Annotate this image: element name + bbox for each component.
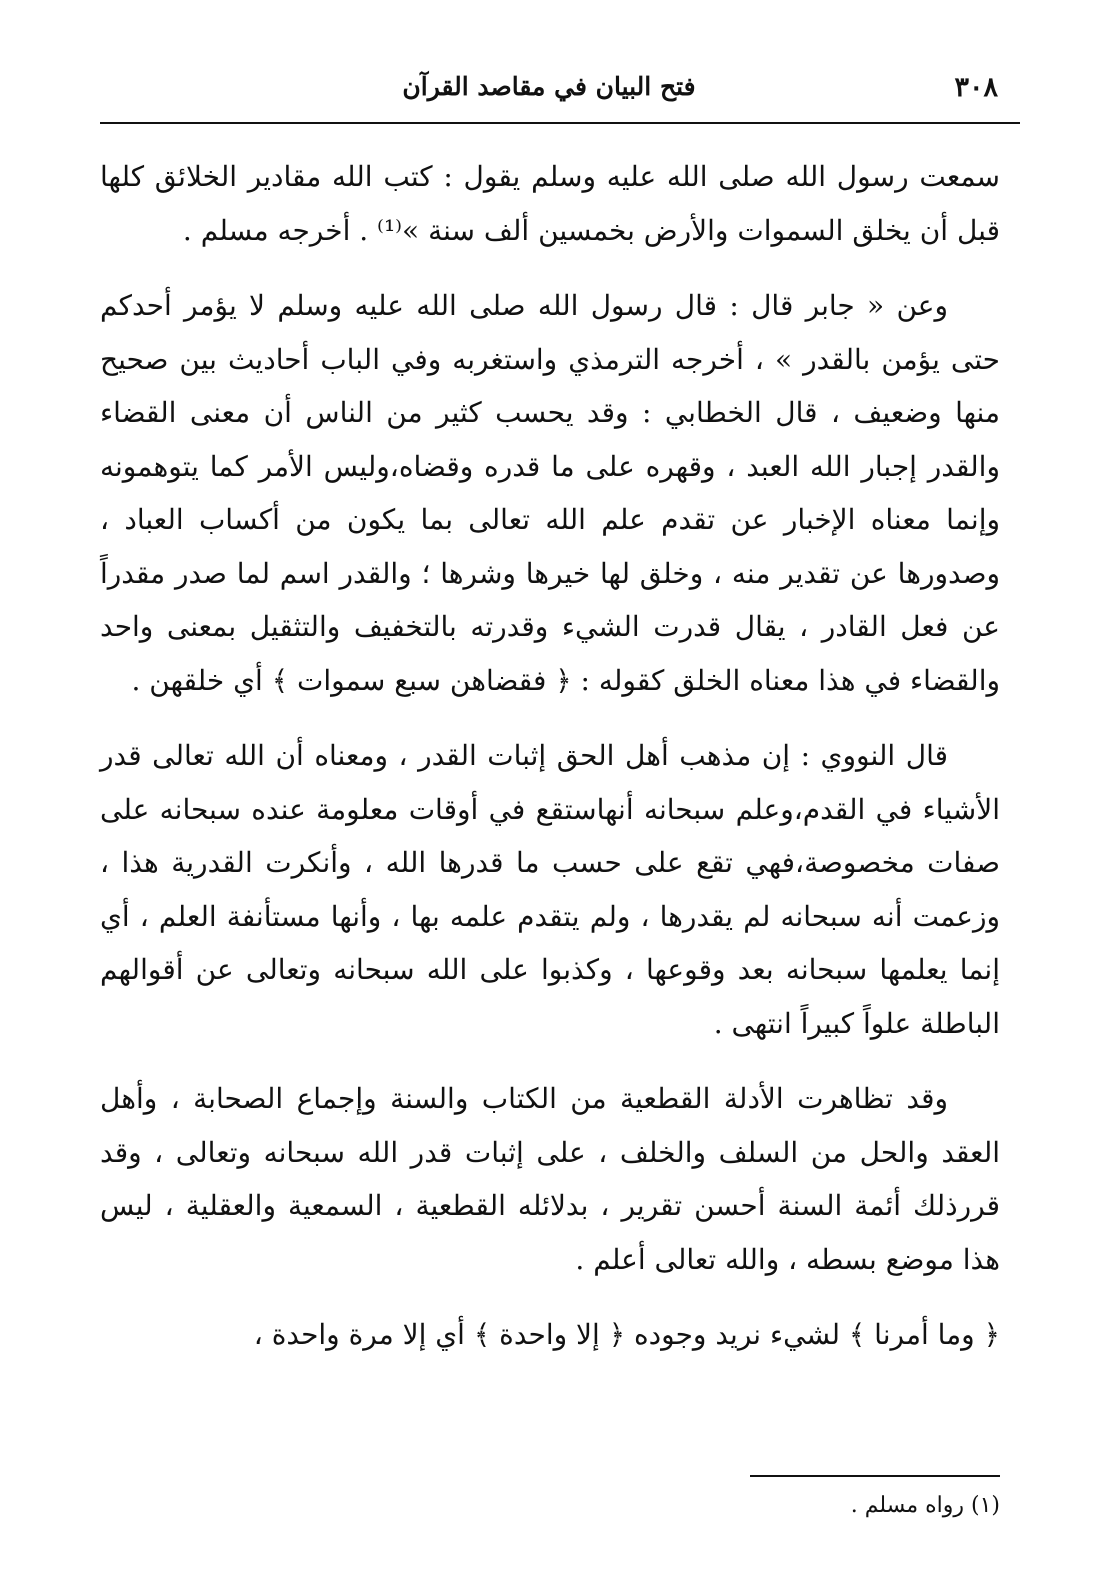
page-number: ٣٠٨ [954,72,998,103]
running-title: فتح البيان في مقاصد القرآن [402,72,696,101]
main-text [100,150,1000,1362]
paragraph-5: ﴿ وما أمرنا ﴾ لشيء نريد وجوده ﴿ إلا واحدة ﴾ أي إلا مرة واحدة ، [253,1318,1000,1351]
page-header [100,68,998,114]
paragraph-2: وعن « جابر قال : قال رسول الله صلى الله عليه وسلم لا يؤمر أحدكم حتى يؤمن بالقدر » ، أخرجه الترمذي واستغربه وفي الباب أحاديث بين صحيح منها وضعيف ، قال الخطابي : وقد يحسب كثير من الناس أن معنى القضاء والقدر إجبار الله العبد ، وقهره على ما قدره وقضاه،وليس الأمر كما يتوهمونه وإنما معناه الإخبار عن تقدم علم الله تعالى بما يكون من أكساب العباد ، وصدورها عن تقدير منه ، وخلق لها خيرها وشرها ؛ والقدر اسم لما صدر مقدراً عن فعل القادر ، يقال قدرت الشيء وقدرته بالتخفيف والتثقيل بمعنى واحد والقضاء في هذا معناه الخلق كقوله : ﴿ فقضاهن سبع سموات ﴾ أي خلقهن . [100,289,1000,697]
paragraph-4: وقد تظاهرت الأدلة القطعية من الكتاب والسنة وإجماع الصحابة ، وأهل العقد والحل من السلف والخلف ، على إثبات قدر الله سبحانه وتعالى ، وقد قررذلك أئمة السنة أحسن تقرير ، بدلائله القطعية ، السمعية والعقلية ، ليس هذا موضع بسطه ، والله تعالى أعلم . [100,1082,1000,1276]
paragraph-1: سمعت رسول الله صلى الله عليه وسلم يقول : كتب الله مقادير الخلائق كلها قبل أن يخلق السموات والأرض بخمسين ألف سنة »⁽¹⁾ . أخرجه مسلم . [100,160,1000,247]
footnote-1: (١) رواه مسلم . [850,1493,1000,1518]
header-divider [100,122,1020,124]
footnote-divider [750,1475,1000,1477]
paragraph-3: قال النووي : إن مذهب أهل الحق إثبات القدر ، ومعناه أن الله تعالى قدر الأشياء في القدم،وعلم سبحانه أنهاستقع في أوقات معلومة عنده سبحانه على صفات مخصوصة،فهي تقع على حسب ما قدرها الله ، وأنكرت القدرية هذا ، وزعمت أنه سبحانه لم يقدرها ، ولم يتقدم علمه بها ، وأنها مستأنفة العلم ، أي إنما يعلمها سبحانه بعد وقوعها ، وكذبوا على الله سبحانه وتعالى عن أقوالهم الباطلة علواً كبيراً انتهى . [100,739,1001,1040]
